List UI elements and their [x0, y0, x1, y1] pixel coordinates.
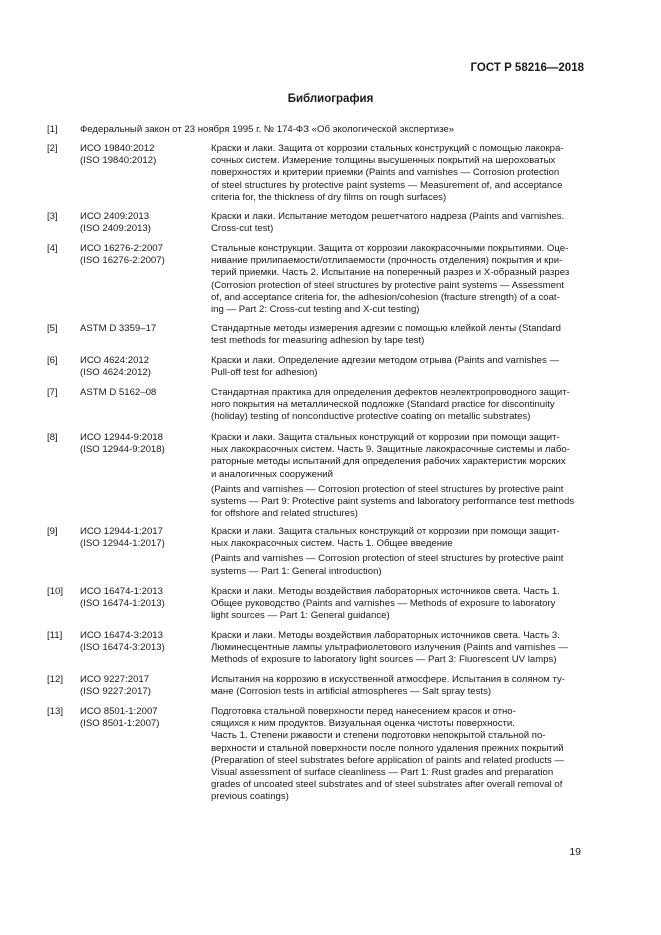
standard-description: [211, 143, 583, 204]
description-line: Краски и лаки. Испытание методом решетчатого надреза (Paints and varnishes.: [211, 211, 565, 222]
standard-code: ИСО 16276-2:2007: [80, 243, 163, 254]
entry-number: [7]: [47, 387, 58, 398]
standard-code-iso: (ISO 16474-3:2013): [80, 642, 165, 654]
standard-designation: [80, 432, 205, 456]
description-line: Испытания на коррозию в искусственной атмосфере. Испытания в соляном ту-: [211, 674, 565, 685]
description-line: grades of uncoated steel substrates and of steel substrates after overall removal of: [211, 779, 563, 791]
entry-number: [5]: [47, 323, 58, 334]
description-line: of, and acceptance criteria for, the adhesion/cohesion (fracture strength) of a coat-: [211, 291, 560, 303]
standard-code-iso: (ISO 9227:2017): [80, 686, 151, 698]
entry-number: [1]: [47, 124, 58, 135]
entry-number: [10]: [47, 586, 64, 597]
standard-description: [211, 387, 583, 424]
standard-designation: [80, 323, 205, 335]
description-line: сящихся к ним продуктов. Визуальная оценка чистоты поверхности.: [211, 718, 515, 730]
description-line: for offshore and related structures): [211, 508, 359, 520]
standard-designation: [80, 387, 205, 399]
standard-code-iso: (ISO 2409:2013): [80, 223, 151, 235]
description-line: systems — Part 9: Protective paint systems and laboratory performance test methods: [211, 496, 575, 508]
description-line: верхности и стальной поверхности после полного удаления прежних покрытий: [211, 742, 564, 754]
description-line: Стальные конструкции. Защита от коррозии лакокрасочными покрытиями. Оце-: [211, 243, 569, 254]
description-line: терий приемки. Часть 2. Испытание на поперечный разрез и Х-образный разрез: [211, 267, 570, 279]
document-id: ГОСТ Р 58216—2018: [470, 62, 584, 74]
standard-code-iso: (ISO 12944-1:2017): [80, 538, 165, 550]
description-line: Часть 1. Степени ржавости и степени подготовки непокрытой стальной по-: [211, 730, 546, 742]
description-line: Краски и лаки. Методы воздействия лабораторных источников света. Часть 1.: [211, 586, 560, 597]
entry-number: [2]: [47, 143, 58, 154]
page-title: Библиография: [287, 93, 374, 105]
standard-description: [211, 526, 583, 578]
standard-description: [211, 211, 583, 235]
description-line: Краски и лаки. Определение адгезии методом отрыва (Paints and varnishes —: [211, 355, 560, 366]
standard-code-iso: (ISO 16276-2:2007): [80, 255, 165, 267]
description-line: Visual assessment of surface cleanliness — Part 1: Rust grades and preparation: [211, 767, 554, 779]
description-line: Краски и лаки. Защита стальных конструкций от коррозии при помощи защит-: [211, 432, 560, 443]
description-line: сочных систем. Измерение толщины высушенных покрытий на шероховатых: [211, 155, 556, 167]
standard-code-iso: (ISO 16474-1:2013): [80, 598, 165, 610]
description-line: Люминесцентные лампы ультрафиолетового излучения (Paints and varnishes —: [211, 642, 568, 654]
description-line: light sources — Part 1: General guidance): [211, 610, 390, 622]
standard-code: ASTM D 3359–17: [80, 323, 157, 334]
description-line: (Corrosion protection of steel structures by protective paint systems — Assessment: [211, 279, 564, 291]
description-line: ного покрытия на металлической подложке (Standard practice for discontinuity: [211, 399, 555, 411]
standard-description: [211, 323, 583, 347]
standard-description: [211, 432, 583, 520]
entry-number: [3]: [47, 211, 58, 222]
description-line: (Paints and varnishes — Corrosion protection of steel structures by protective paint: [211, 483, 564, 495]
standard-description: [211, 706, 583, 804]
description-line: мане (Corrosion tests in artificial atmospheres — Salt spray tests): [211, 686, 492, 698]
standard-description: [211, 355, 583, 379]
standard-code-iso: (ISO 12944-9:2018): [80, 444, 165, 456]
standard-designation: [80, 674, 205, 698]
standard-code: ИСО 4624:2012: [80, 355, 150, 366]
standard-code-iso: (ISO 4624:2012): [80, 367, 151, 379]
standard-code: ИСО 12944-9:2018: [80, 432, 163, 443]
standard-code: ИСО 19840:2012: [80, 143, 155, 154]
description-line: test methods for measuring adhesion by tape test): [211, 335, 425, 347]
standard-designation: [80, 586, 205, 610]
standard-description: [211, 630, 583, 667]
entry-number: [6]: [47, 355, 58, 366]
entry-number: [9]: [47, 526, 58, 537]
description-line: Methods of exposure to laboratory light sources — Part 3: Fluorescent UV lamps): [211, 654, 557, 666]
standard-designation: [80, 706, 205, 730]
description-line: Стандартные методы измерения адгезии с помощью клейкой ленты (Standard: [211, 323, 561, 334]
standard-code: ASTM D 5162–08: [80, 387, 157, 398]
description-line: previous coatings): [211, 791, 289, 803]
standard-code-iso: (ISO 8501-1:2007): [80, 718, 160, 730]
description-line: systems — Part 1: General introduction): [211, 565, 382, 577]
standard-code: ИСО 2409:2013: [80, 211, 150, 222]
standard-designation: [80, 355, 205, 379]
standard-code: ИСО 8501-1:2007: [80, 706, 158, 717]
description-line: Cross-cut test): [211, 223, 274, 235]
description-line: ных лакокрасочных систем. Часть 9. Защитные лакокрасочные системы и лабо-: [211, 444, 570, 456]
description-line: Pull-off test for adhesion): [211, 367, 318, 379]
standard-designation: [80, 526, 205, 550]
standard-designation: [80, 630, 205, 654]
standard-description: [211, 674, 583, 698]
description-line: Краски и лаки. Методы воздействия лабораторных источников света. Часть 3.: [211, 630, 560, 641]
page-number: 19: [569, 846, 581, 858]
entry-number: [13]: [47, 706, 64, 717]
description-line: (Preparation of steel substrates before application of paints and related products —: [211, 754, 565, 766]
standard-code: ИСО 9227:2017: [80, 674, 150, 685]
description-line: Краски и лаки. Защита стальных конструкций от коррозии при помощи защит-: [211, 526, 560, 537]
standard-designation: [80, 211, 205, 235]
standard-code: ИСО 16474-1:2013: [80, 586, 163, 597]
standard-description: [211, 586, 583, 623]
entry-text: Федеральный закон от 23 ноября 1995 г. № 174-ФЗ «Об экологической экспертизе»: [80, 124, 455, 135]
description-line: ing — Part 2: Cross-cut testing and X-cut testing): [211, 304, 420, 316]
entry-number: [11]: [47, 630, 63, 641]
description-line: ных лакокрасочных систем. Часть 1. Общее введение: [211, 538, 453, 550]
description-line: поверхностях и критерии приемки (Paints and varnishes — Corrosion protection: [211, 167, 560, 179]
description-line: criteria for, the thickness of dry films on rough surfaces): [211, 191, 447, 203]
description-line: (Paints and varnishes — Corrosion protection of steel structures by protective paint: [211, 553, 564, 565]
standard-code: ИСО 16474-3:2013: [80, 630, 163, 641]
description-line: Общее руководство (Paints and varnishes — Methods of exposure to laboratory: [211, 598, 556, 610]
description-line: Стандартная практика для определения дефектов неэлектропроводного защит-: [211, 387, 570, 398]
description-line: и аналогичных сооружений: [211, 468, 334, 480]
standard-designation: [80, 243, 205, 267]
description-line: раторные методы испытаний для определения рабочих характеристик морских: [211, 456, 566, 468]
standard-description: [211, 243, 583, 316]
entry-number: [8]: [47, 432, 58, 443]
description-line: Краски и лаки. Защита от коррозии стальных конструкций с помощью лакокра-: [211, 143, 564, 154]
description-line: нивание прилипаемости/отлипаемости (прочность отделения) покрытия и кри-: [211, 255, 563, 267]
description-line: (holiday) testing of nonconductive protective coating on metallic substrates): [211, 411, 531, 423]
entry-number: [4]: [47, 243, 58, 254]
description-line: Подготовка стальной поверхности перед нанесением красок и отно-: [211, 706, 516, 717]
standard-code-iso: (ISO 19840:2012): [80, 155, 157, 167]
standard-designation: [80, 143, 205, 167]
description-line: of steel structures by protective paint systems — Measurement of, and acceptance: [211, 179, 563, 191]
standard-code: ИСО 12944-1:2017: [80, 526, 163, 537]
entry-number: [12]: [47, 674, 64, 685]
